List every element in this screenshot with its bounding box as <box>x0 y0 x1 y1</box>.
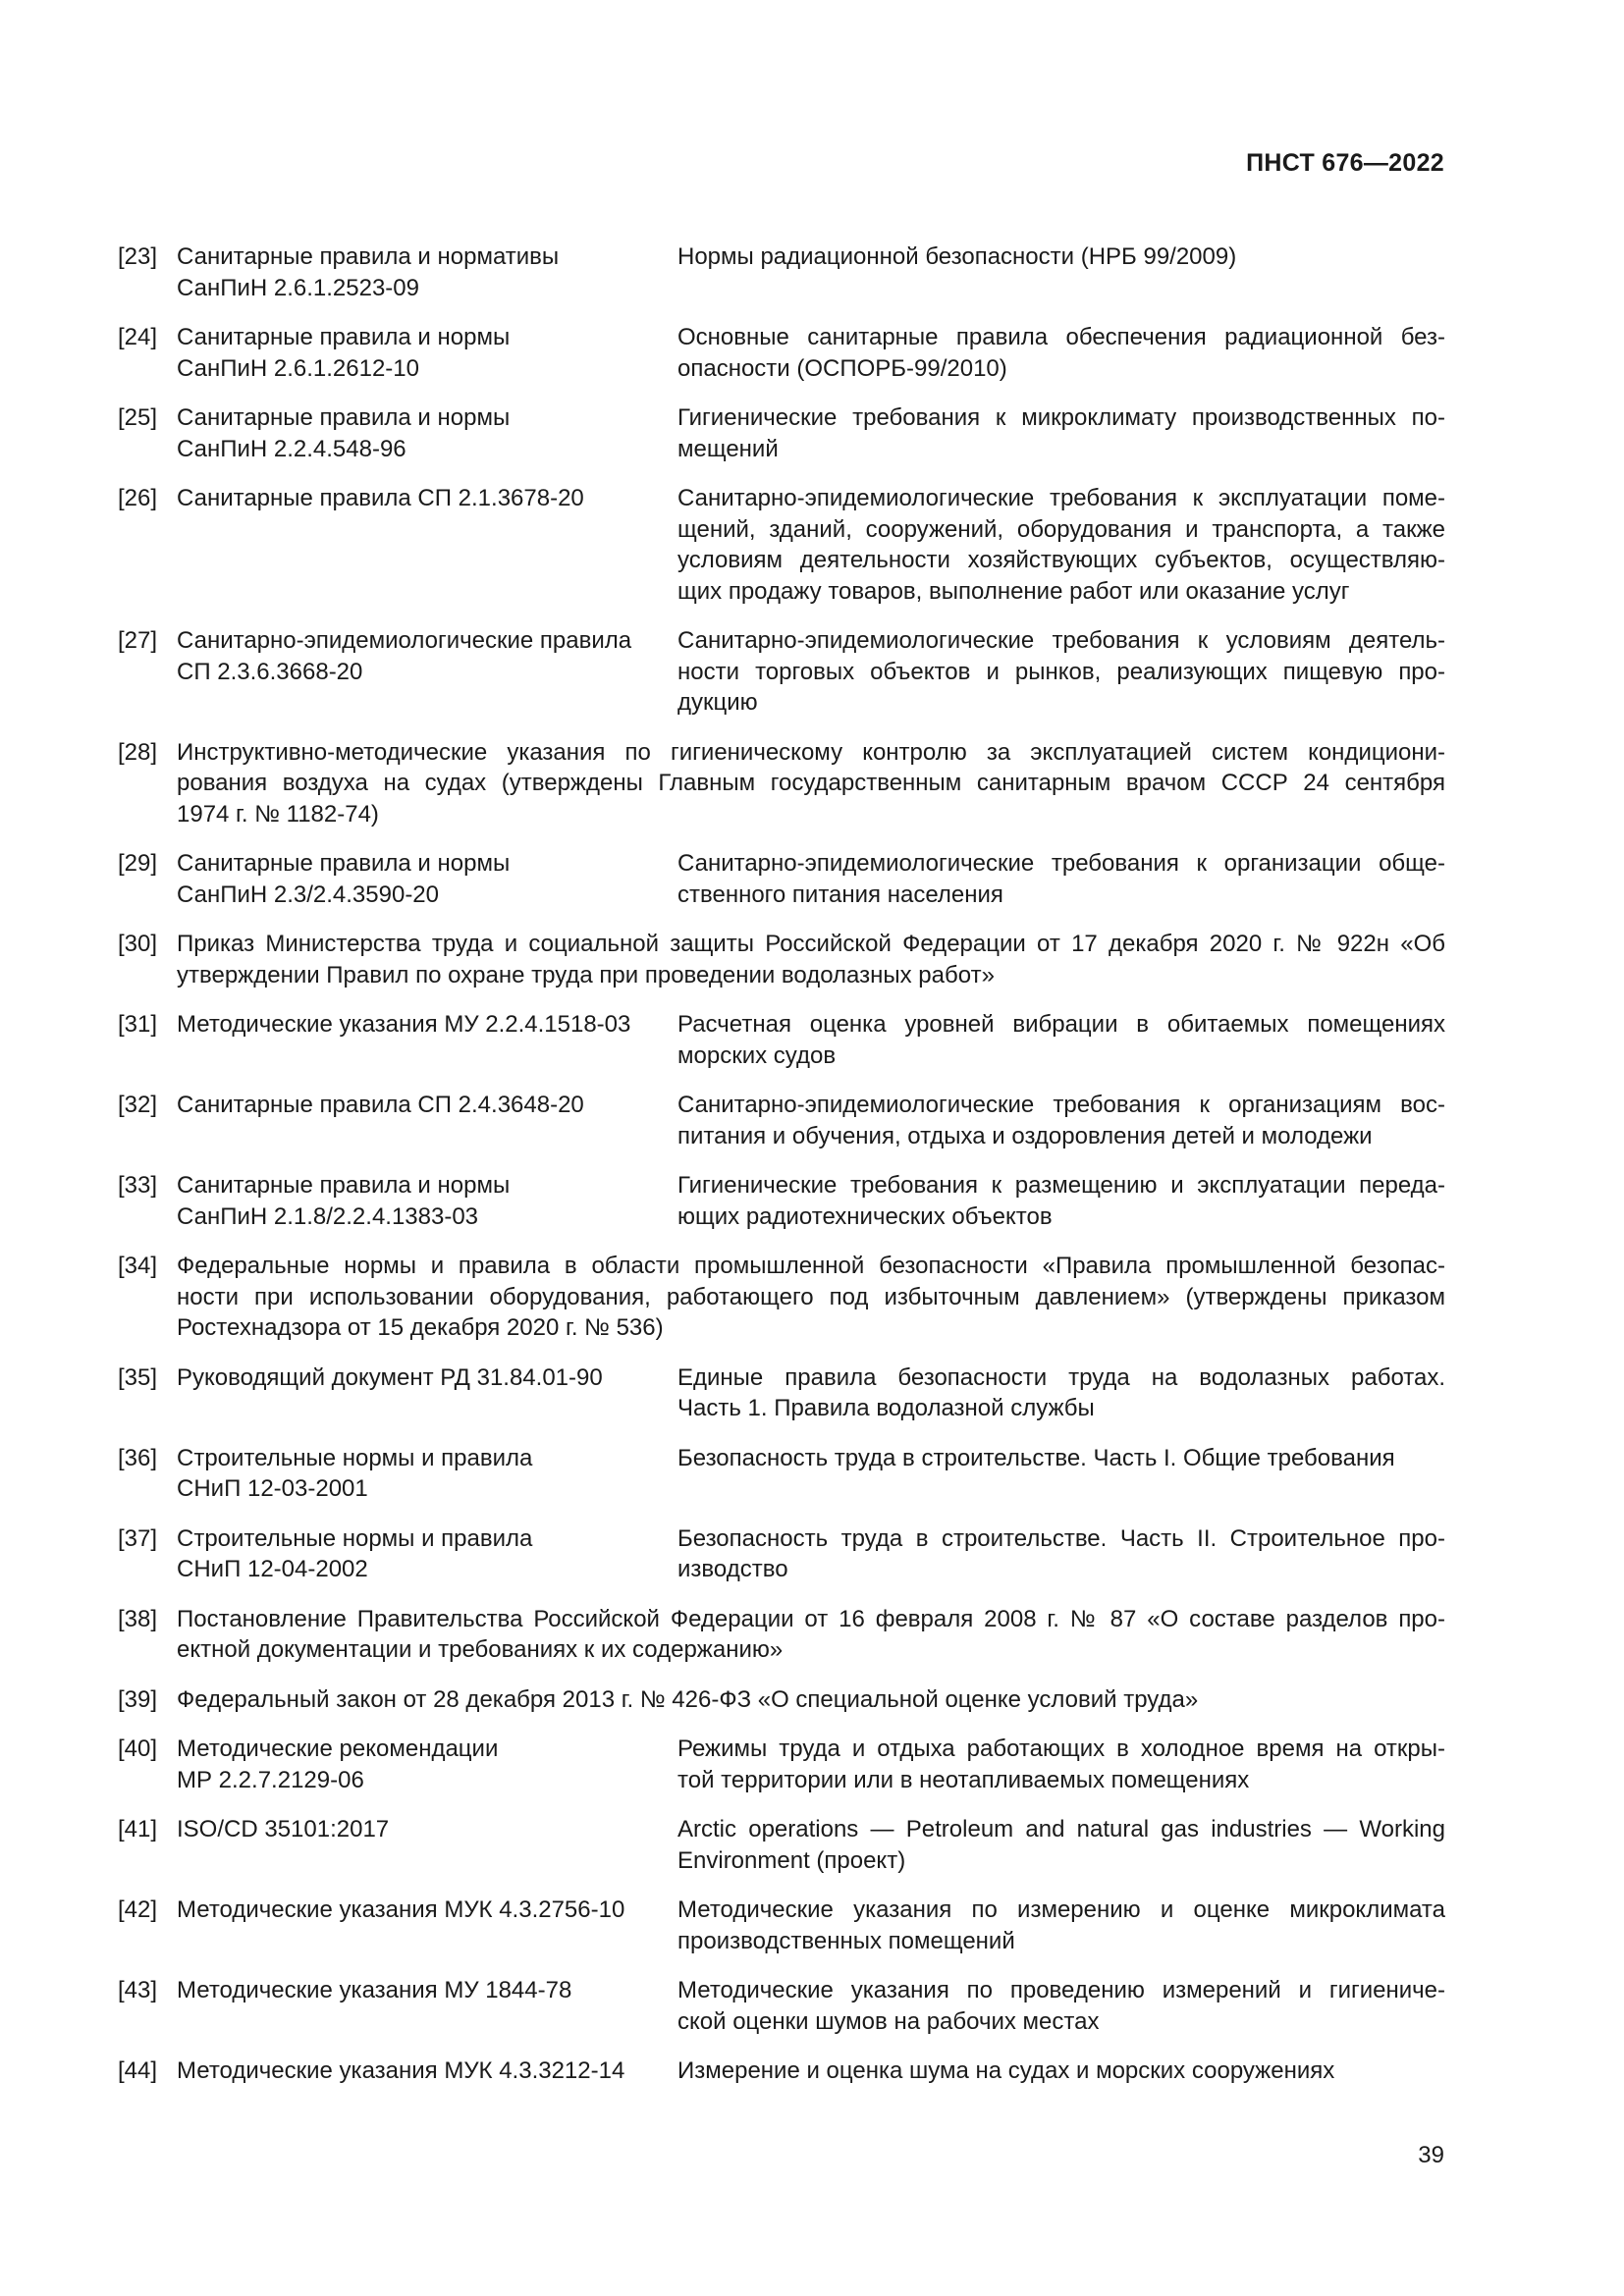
reference-number: [36] <box>118 1444 158 1471</box>
reference-source <box>177 1975 677 2037</box>
reference-source <box>177 1443 677 1505</box>
reference-title <box>677 1814 1445 1876</box>
reference-source-line: СанПиН 2.6.1.2612-10 <box>177 354 419 382</box>
reference-title-line: опасности (ОСПОРБ-99/2010) <box>677 354 1007 382</box>
reference-source <box>177 625 677 719</box>
reference-text-line: ектной документации и требованиях к их содержанию» <box>177 1636 784 1663</box>
reference-number: [35] <box>118 1363 158 1391</box>
reference-entry <box>118 625 1445 719</box>
reference-title-line: Часть 1. Правила водолазной службы <box>677 1395 1095 1421</box>
reference-title-line: Гигиенические требования к размещению и эксплуатации переда- <box>677 1172 1445 1199</box>
reference-title-line: производственных помещений <box>677 1927 1015 1954</box>
reference-title <box>677 1170 1445 1232</box>
reference-number: [24] <box>118 324 158 350</box>
reference-number: [38] <box>118 1605 158 1632</box>
reference-source <box>177 848 677 910</box>
reference-title <box>677 483 1445 607</box>
reference-title <box>677 1523 1445 1585</box>
reference-title <box>677 1090 1445 1151</box>
reference-title <box>677 1443 1445 1505</box>
reference-number: [23] <box>118 243 158 270</box>
bibliography-list <box>118 241 1445 2106</box>
reference-title <box>677 1009 1445 1071</box>
reference-entry <box>118 1895 1445 1956</box>
reference-entry <box>118 848 1445 910</box>
reference-title <box>677 625 1445 719</box>
reference-full-text <box>177 1251 1445 1344</box>
reference-source-line: Методические указания МУ 2.2.4.1518-03 <box>177 1011 631 1038</box>
reference-source-line: СНиП 12-04-2002 <box>177 1556 368 1582</box>
reference-text-line: 1974 г. № 1182-74) <box>177 800 379 828</box>
reference-entry <box>118 1170 1445 1232</box>
reference-number: [34] <box>118 1253 158 1279</box>
reference-title-line: Санитарно-эпидемиологические требования к организации обще- <box>677 850 1445 877</box>
reference-title-line: дукцию <box>677 689 758 716</box>
reference-title-line: питания и обучения, отдыха и оздоровления детей и молодежи <box>677 1122 1373 1149</box>
reference-title-line: щих продажу товаров, выполнение работ или оказание услуг <box>677 577 1350 605</box>
reference-title-line: Расчетная оценка уровней вибрации в обитаемых помещениях <box>677 1011 1445 1038</box>
reference-title-line: Основные санитарные правила обеспечения радиационной без- <box>677 324 1445 350</box>
reference-source <box>177 483 677 607</box>
reference-number: [43] <box>118 1977 158 2003</box>
reference-title-line: ской оценки шумов на рабочих местах <box>677 2007 1100 2035</box>
reference-title-line: ности торговых объектов и рынков, реализующих пищевую про- <box>677 658 1445 685</box>
reference-source <box>177 1895 677 1956</box>
reference-entry <box>118 737 1445 830</box>
reference-source-line: СП 2.3.6.3668-20 <box>177 658 363 685</box>
reference-number: [42] <box>118 1896 158 1923</box>
reference-source <box>177 1009 677 1071</box>
reference-number: [27] <box>118 627 158 654</box>
reference-title-line: изводство <box>677 1556 788 1582</box>
reference-title-line: щений, зданий, сооружений, оборудования и транспорта, а также <box>677 515 1445 543</box>
reference-title <box>677 402 1445 464</box>
reference-title-line: морских судов <box>677 1041 837 1069</box>
reference-entry <box>118 929 1445 990</box>
reference-source <box>177 322 677 384</box>
reference-text-line: Приказ Министерства труда и социальной защиты Российской Федерации от 17 декабря 2020 г. № 922н «Об <box>177 931 1445 957</box>
reference-source-line: СанПиН 2.1.8/2.2.4.1383-03 <box>177 1202 479 1230</box>
reference-full-text <box>177 929 1445 990</box>
reference-full-text <box>177 737 1445 830</box>
reference-number: [44] <box>118 2057 158 2084</box>
reference-number: [40] <box>118 1735 158 1762</box>
reference-entry <box>118 483 1445 607</box>
reference-number: [26] <box>118 485 158 511</box>
reference-number: [32] <box>118 1092 158 1118</box>
reference-source-line: СанПиН 2.3/2.4.3590-20 <box>177 881 439 908</box>
reference-title <box>677 848 1445 910</box>
reference-entry <box>118 1443 1445 1505</box>
reference-title <box>677 241 1445 303</box>
reference-source <box>177 1523 677 1585</box>
reference-source-line: Методические указания МУК 4.3.3212-14 <box>177 2057 625 2084</box>
reference-number: [31] <box>118 1011 158 1038</box>
reference-text-line: ности при использовании оборудования, работающего под избыточным давлением» (утверждены приказом <box>177 1283 1445 1310</box>
reference-text-line: Постановление Правительства Российской Федерации от 16 февраля 2008 г. № 87 «О составе разделов про- <box>177 1605 1445 1632</box>
reference-number: [41] <box>118 1816 158 1842</box>
reference-number: [39] <box>118 1685 158 1713</box>
reference-title-line: Режимы труда и отдыха работающих в холодное время на откры- <box>677 1735 1445 1762</box>
reference-text-line: Инструктивно-методические указания по гигиеническому контролю за эксплуатацией систем кондициони- <box>177 738 1445 766</box>
reference-title <box>677 1734 1445 1795</box>
reference-entry <box>118 1814 1445 1876</box>
reference-source-line: Методические указания МУК 4.3.2756-10 <box>177 1896 625 1923</box>
reference-source <box>177 241 677 303</box>
reference-entry <box>118 1090 1445 1151</box>
reference-text-line: Федеральный закон от 28 декабря 2013 г. № 426-ФЗ «О специальной оценке условий труда» <box>177 1685 1199 1713</box>
reference-title-line: Методические указания по измерению и оценке микроклимата <box>677 1896 1445 1923</box>
reference-title-line: мещений <box>677 435 779 462</box>
reference-source-line: Санитарные правила и нормы <box>177 1172 511 1199</box>
reference-entry <box>118 2056 1445 2087</box>
reference-title-line: Измерение и оценка шума на судах и морских сооружениях <box>677 2057 1335 2084</box>
reference-source-line: Санитарные правила и нормативы <box>177 243 560 270</box>
reference-source <box>177 1170 677 1232</box>
reference-source-line: СанПиН 2.2.4.548-96 <box>177 435 406 462</box>
reference-title-line: Санитарно-эпидемиологические требования к эксплуатации поме- <box>677 485 1445 511</box>
reference-entry <box>118 1684 1445 1716</box>
reference-text-line: рования воздуха на судах (утверждены Главным государственным санитарным врачом СССР 24 сентября <box>177 770 1445 796</box>
reference-title-line: Безопасность труда в строительстве. Часть II. Строительное про- <box>677 1524 1445 1552</box>
reference-text-line: Федеральные нормы и правила в области промышленной безопасности «Правила промышленной безопас- <box>177 1253 1445 1279</box>
reference-entry <box>118 1734 1445 1795</box>
reference-source-line: Строительные нормы и правила <box>177 1524 533 1552</box>
reference-title <box>677 1362 1445 1424</box>
reference-source <box>177 2056 677 2087</box>
reference-source-line: Методические рекомендации <box>177 1735 499 1762</box>
reference-source <box>177 1362 677 1424</box>
reference-source <box>177 1734 677 1795</box>
reference-title-line: Методические указания по проведению измерений и гигиениче- <box>677 1977 1445 2003</box>
reference-number: [37] <box>118 1524 158 1552</box>
reference-title-line: условиям деятельности хозяйствующих субъектов, осуществляю- <box>677 547 1445 573</box>
reference-title <box>677 1895 1445 1956</box>
reference-source-line: СанПиН 2.6.1.2523-09 <box>177 274 419 301</box>
page-number: 39 <box>1418 2142 1444 2168</box>
reference-entry <box>118 1362 1445 1424</box>
reference-source-line: Санитарные правила СП 2.4.3648-20 <box>177 1092 584 1118</box>
reference-source-line: Руководящий документ РД 31.84.01-90 <box>177 1363 603 1391</box>
reference-source-line: Методические указания МУ 1844-78 <box>177 1977 572 2003</box>
reference-title-line: той территории или в неотапливаемых помещениях <box>677 1766 1250 1793</box>
reference-title-line: Санитарно-эпидемиологические требования к организациям вос- <box>677 1092 1445 1118</box>
reference-number: [30] <box>118 931 158 957</box>
reference-title-line: Нормы радиационной безопасности (НРБ 99/2009) <box>677 243 1237 270</box>
reference-title <box>677 322 1445 384</box>
reference-entry <box>118 241 1445 303</box>
reference-title-line: Гигиенические требования к микроклимату производственных по- <box>677 404 1445 431</box>
reference-title <box>677 1975 1445 2037</box>
reference-text-line: утверждении Правил по охране труда при проведении водолазных работ» <box>177 961 995 988</box>
reference-entry <box>118 1975 1445 2037</box>
reference-source-line: Санитарные правила и нормы <box>177 850 511 877</box>
reference-text-line: Ростехнадзора от 15 декабря 2020 г. № 536) <box>177 1314 664 1341</box>
reference-title-line: ющих радиотехнических объектов <box>677 1202 1053 1230</box>
reference-title-line: ственного питания населения <box>677 881 1003 908</box>
reference-full-text <box>177 1684 1445 1716</box>
reference-source-line: Санитарно-эпидемиологические правила <box>177 627 632 654</box>
reference-title-line: Environment (проект) <box>677 1846 906 1874</box>
reference-source-line: Санитарные правила и нормы <box>177 404 511 431</box>
reference-source-line: МР 2.2.7.2129-06 <box>177 1766 364 1793</box>
reference-number: [25] <box>118 404 158 431</box>
reference-entry <box>118 1604 1445 1666</box>
reference-source-line: ISO/CD 35101:2017 <box>177 1816 390 1842</box>
reference-title <box>677 2056 1445 2087</box>
reference-number: [29] <box>118 850 158 877</box>
reference-entry <box>118 402 1445 464</box>
reference-entry <box>118 322 1445 384</box>
reference-source-line: Санитарные правила и нормы <box>177 324 511 350</box>
reference-full-text <box>177 1604 1445 1666</box>
reference-source-line: Строительные нормы и правила <box>177 1444 533 1471</box>
reference-number: [33] <box>118 1172 158 1199</box>
reference-source <box>177 1090 677 1151</box>
reference-source <box>177 402 677 464</box>
reference-title-line: Единые правила безопасности труда на водолазных работах. <box>677 1363 1445 1391</box>
reference-entry <box>118 1009 1445 1071</box>
reference-title-line: Arctic operations — Petroleum and natural gas industries — Working <box>677 1816 1445 1842</box>
reference-title-line: Санитарно-эпидемиологические требования к условиям деятель- <box>677 627 1445 654</box>
reference-entry <box>118 1523 1445 1585</box>
reference-title-line: Безопасность труда в строительстве. Часть I. Общие требования <box>677 1444 1395 1471</box>
reference-entry <box>118 1251 1445 1344</box>
document-id-header: ПНСТ 676—2022 <box>1246 149 1444 177</box>
reference-source-line: СНиП 12-03-2001 <box>177 1475 368 1502</box>
reference-source-line: Санитарные правила СП 2.1.3678-20 <box>177 485 584 511</box>
reference-number: [28] <box>118 738 158 766</box>
reference-source <box>177 1814 677 1876</box>
